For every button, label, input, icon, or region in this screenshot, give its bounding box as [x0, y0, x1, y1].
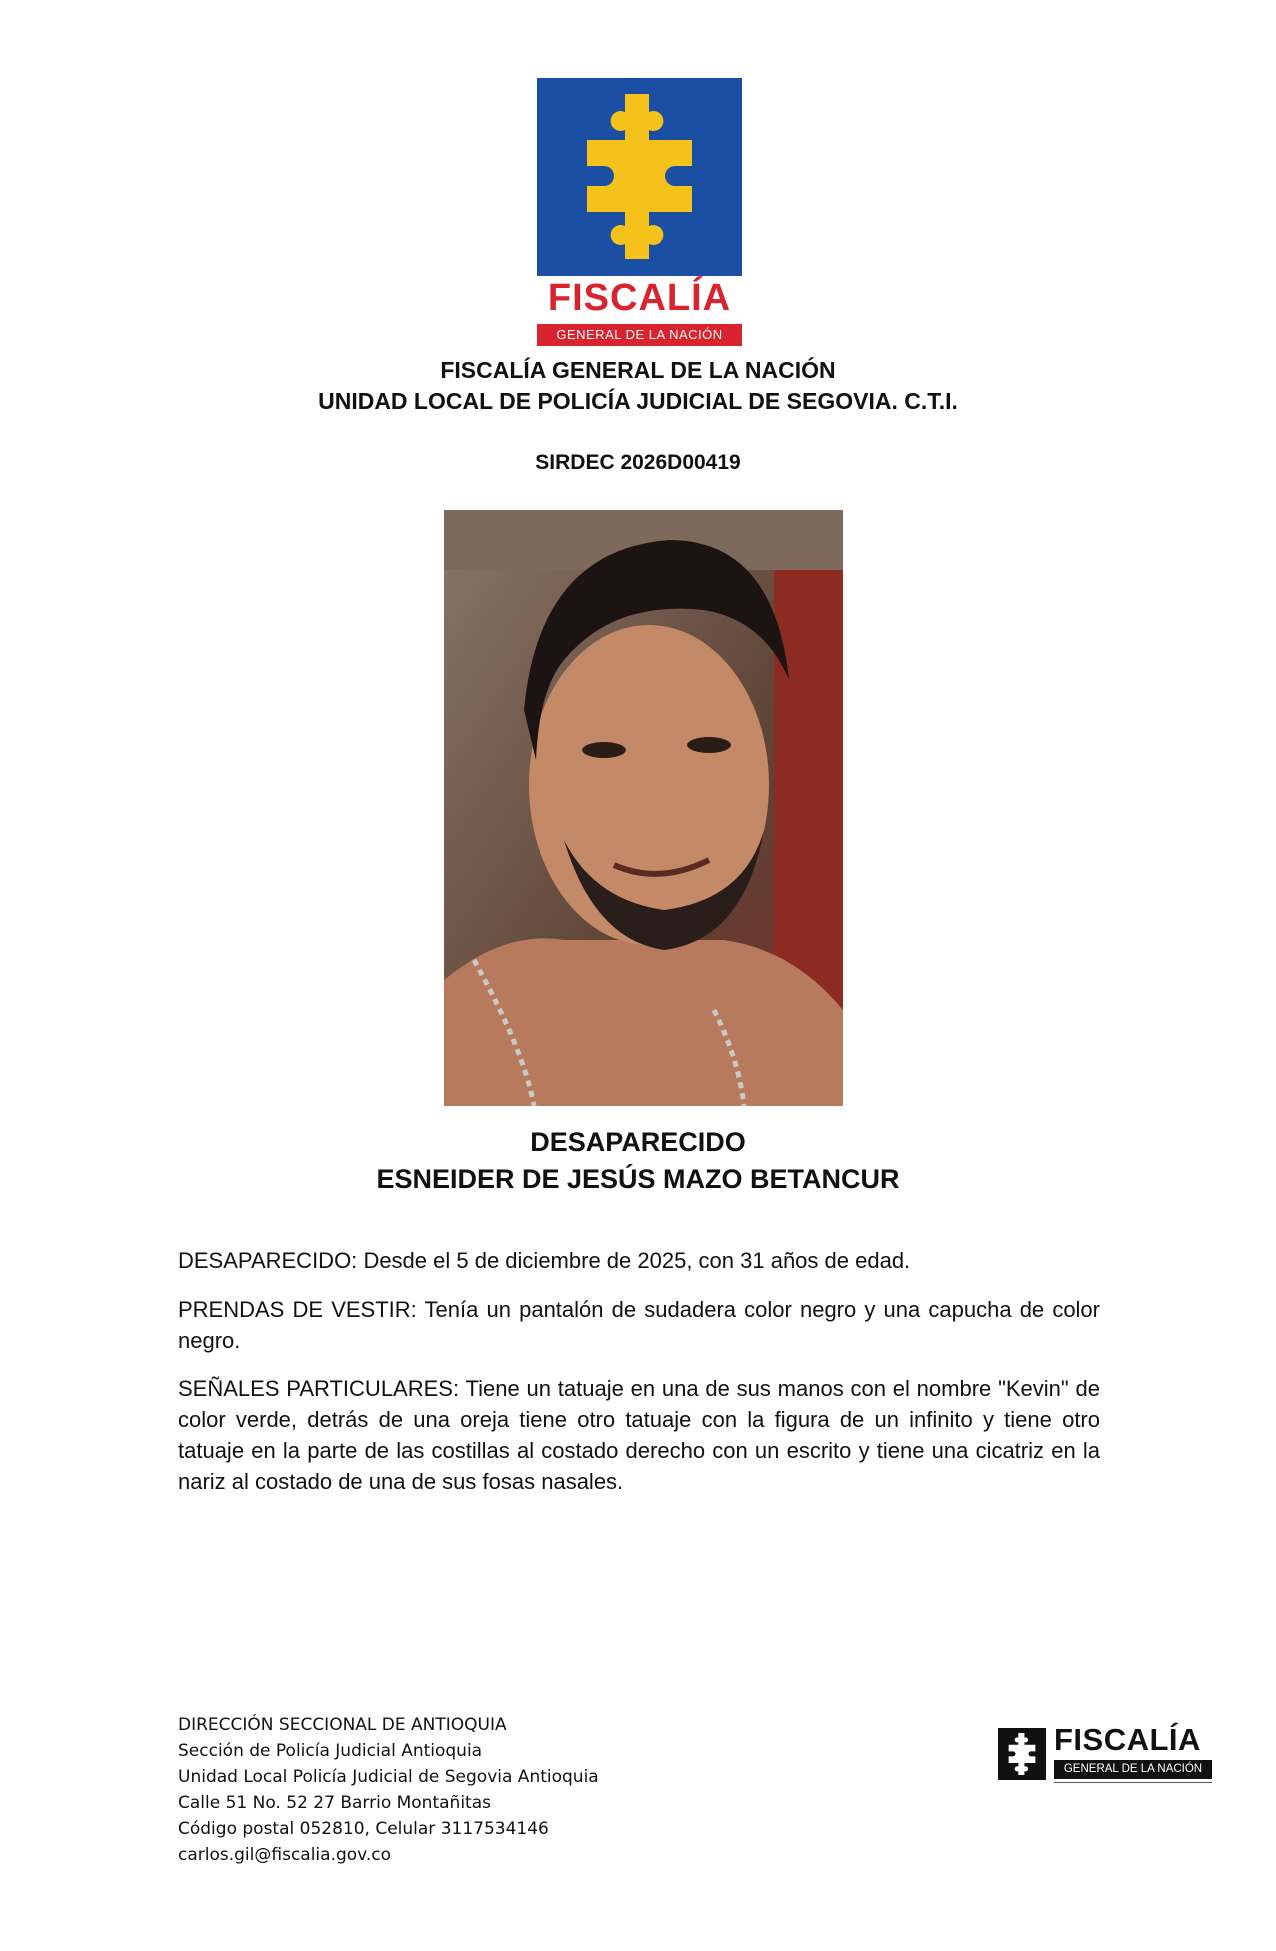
- missing-paragraph: [178, 1245, 1100, 1276]
- footer-fiscalia-logo: [998, 1722, 1216, 1782]
- unit-title: UNIDAD LOCAL DE POLICÍA JUDICIAL DE SEGOVIA. C.T.I.: [318, 388, 958, 414]
- missing-label: DESAPARECIDO:: [178, 1248, 358, 1273]
- footer-logo-emblem: [998, 1728, 1046, 1780]
- footer-line: DIRECCIÓN SECCIONAL DE ANTIOQUIA: [178, 1715, 507, 1735]
- footer-line: Código postal 052810, Celular 3117534146: [178, 1819, 549, 1839]
- footer-logo-tagline: GENERAL DE LA NACIÓN: [1054, 1760, 1212, 1779]
- puzzle-icon: [587, 94, 692, 259]
- person-photo-icon: [444, 510, 843, 1106]
- footer-line: Calle 51 No. 52 27 Barrio Montañitas: [178, 1793, 491, 1813]
- fiscalia-logo: [537, 78, 742, 348]
- contact-footer: [178, 1712, 778, 1868]
- missing-person-photo: [444, 510, 843, 1106]
- logo-tagline: GENERAL DE LA NACIÓN: [537, 324, 742, 346]
- missing-text: Desde el 5 de diciembre de 2025, con 31 años de edad.: [363, 1248, 911, 1273]
- agency-title: FISCALÍA GENERAL DE LA NACIÓN: [440, 357, 836, 383]
- marks-label: SEÑALES PARTICULARES:: [178, 1376, 460, 1401]
- clothing-paragraph: [178, 1294, 1100, 1356]
- footer-email: carlos.gil@fiscalia.gov.co: [178, 1845, 392, 1865]
- logo-emblem: [537, 78, 742, 276]
- status-heading: DESAPARECIDO: [530, 1127, 746, 1157]
- clothing-label: PRENDAS DE VESTIR:: [178, 1297, 417, 1322]
- marks-paragraph: [178, 1373, 1100, 1497]
- sirdec-number: SIRDEC 2026D00419: [535, 451, 741, 474]
- logo-wordmark: FISCALÍA: [547, 277, 732, 319]
- puzzle-icon: [1008, 1733, 1036, 1775]
- footer-line: Sección de Policía Judicial Antioquia: [178, 1741, 483, 1761]
- person-name: ESNEIDER DE JESÚS MAZO BETANCUR: [376, 1164, 900, 1194]
- footer-logo-wordmark: FISCALÍA: [1054, 1722, 1201, 1757]
- footer-logo-rule: [1054, 1782, 1212, 1783]
- clothing-text: Tenía un pantalón de sudadera color negro y una capucha de color negro.: [178, 1297, 1100, 1353]
- footer-line: Unidad Local Policía Judicial de Segovia Antioquia: [178, 1767, 599, 1787]
- marks-text: Tiene un tatuaje en una de sus manos con el nombre "Kevin" de color verde, detrás de una oreja tiene otro tatuaje con la figura de un infinito y tiene otro tatuaje en la parte de las costillas al costado derecho con un escrito y tiene una cicatriz en la nariz al costado de una de sus fosas nasales.: [178, 1376, 1100, 1494]
